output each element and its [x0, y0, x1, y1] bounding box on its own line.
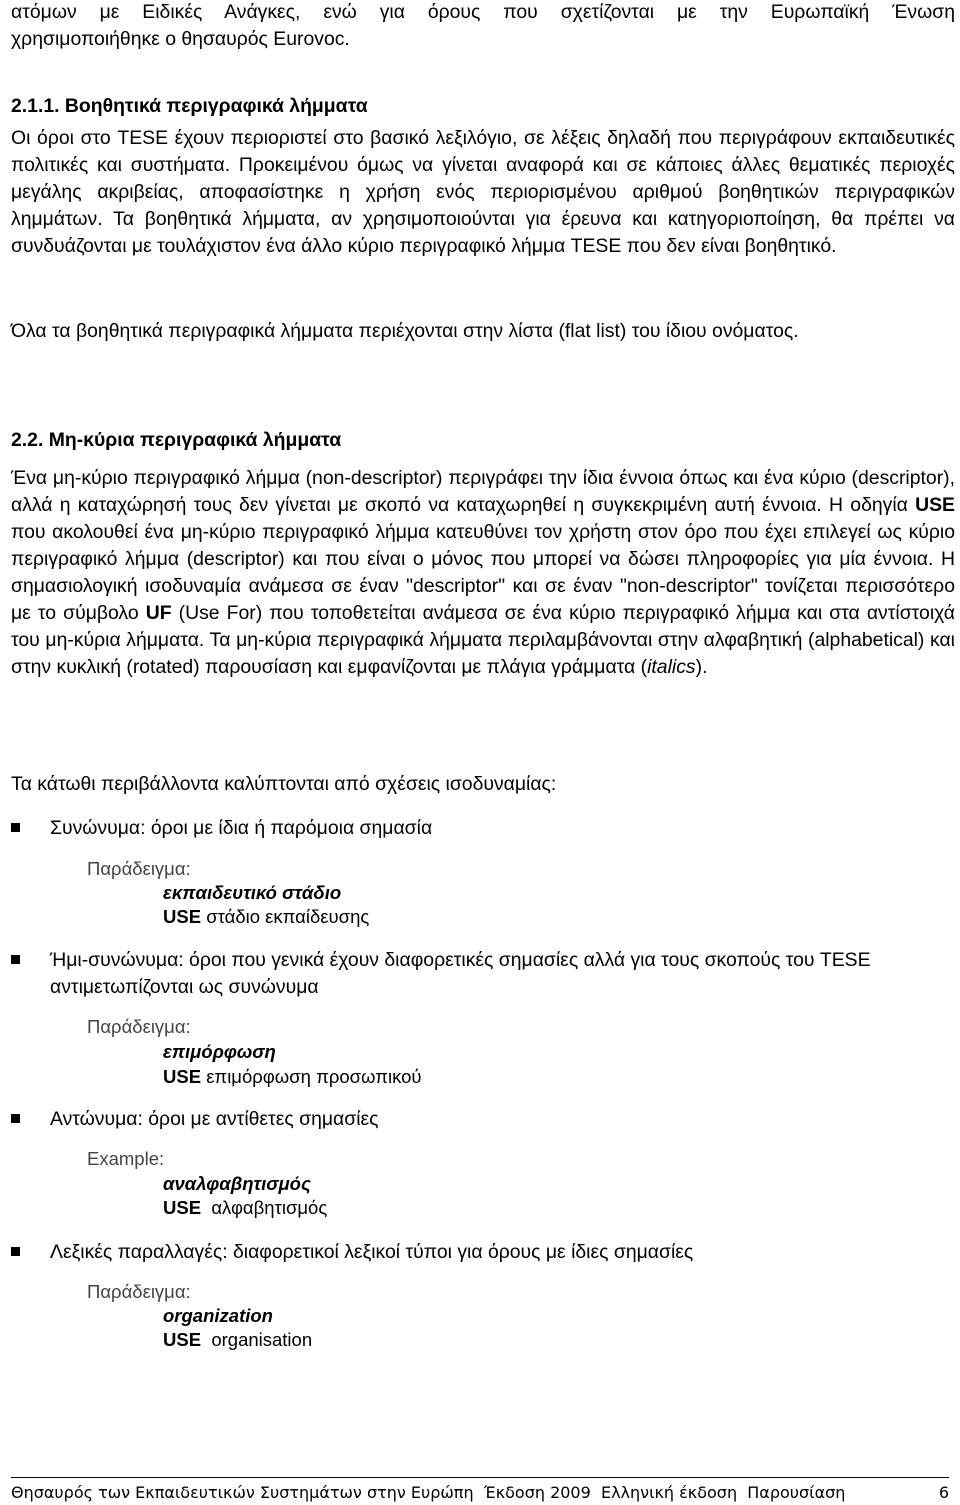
example-use: [163, 905, 369, 929]
paragraph-text: ).: [695, 656, 708, 678]
example-use: [163, 1065, 422, 1089]
example-term: αναλφαβητισμός: [163, 1173, 311, 1194]
footer-text: Θησαυρός των Εκπαιδευτικών Συστημάτων στην Ευρώπη Έκδοση 2009 Ελληνική έκδοση Παρουσίαση: [11, 1483, 846, 1502]
use-keyword: USE: [163, 1066, 202, 1087]
square-bullet-icon: [11, 1247, 20, 1256]
use-term: στάδιο εκπαίδευσης: [206, 906, 370, 927]
page-footer: [11, 1483, 949, 1503]
intro-line-2: χρησιμοποιήθηκε ο θησαυρός Eurovoc.: [11, 28, 350, 50]
list-item-text: Ήμι-συνώνυμα: όροι που γενικά έχουν διαφορετικές σημασίες αλλά για τους σκοπούς του TESE αντιμετωπίζονται ως συνώνυμα: [50, 949, 871, 998]
use-keyword: USE: [163, 1197, 202, 1218]
paragraph-flat-list: [11, 318, 955, 345]
paragraph-text: Όλα τα βοηθητικά περιγραφικά λήμματα περιέχονται στην λίστα (flat list) του ίδιου ονόματος.: [11, 320, 799, 342]
list-item-text: Αντώνυμα: όροι με αντίθετες σημασίες: [50, 1108, 379, 1130]
example-term: organization: [163, 1305, 273, 1326]
keyword-italics: italics: [647, 656, 696, 678]
keyword-uf: UF: [145, 602, 172, 624]
example-label: Example:: [87, 1148, 165, 1169]
square-bullet-icon: [11, 955, 20, 964]
square-bullet-icon: [11, 823, 20, 832]
example-label: Παράδειγμα:: [87, 1016, 191, 1037]
use-term: επιμόρφωση προσωπικού: [206, 1066, 422, 1087]
paragraph-non-descriptors: [11, 465, 955, 681]
list-item-text: Συνώνυμα: όροι με ίδια ή παρόμοια σημασία: [50, 817, 433, 839]
example-term: επιμόρφωση: [163, 1041, 276, 1062]
paragraph-text: (Use For) που τοποθετείται ανάμεσα σε ένα κύριο περιγραφικό λήμμα και στα αντίστοιχά του μη-κύρια λήμματα. Τα μη-κύρια περιγραφικά λήμματα περιλαμβάνονται στην αλφαβητική (alphabetical) και στην κυκλική (rotated) παρουσίαση και εμφανίζονται με πλάγια γράμματα (: [11, 602, 956, 678]
intro-line-1: ατόμων με Ειδικές Ανάγκες, ενώ για όρους που σχετίζονται με την Ευρωπαϊκή Ένωση: [11, 1, 955, 23]
use-keyword: USE: [163, 1329, 202, 1350]
use-term: αλφαβητισμός: [211, 1197, 328, 1218]
section-heading-2-1-1: 2.1.1. Βοηθητικά περιγραφικά λήμματα: [11, 95, 368, 117]
square-bullet-icon: [11, 1114, 20, 1123]
example-label: Παράδειγμα:: [87, 858, 191, 879]
use-keyword: USE: [163, 906, 202, 927]
footer-divider: [11, 1477, 949, 1478]
equivalence-lead: Τα κάτωθι περιβάλλοντα καλύπτονται από σχέσεις ισοδυναμίας:: [11, 773, 557, 795]
list-item-text: Λεξικές παραλλαγές: διαφορετικοί λεξικοί τύποι για όρους με ίδιες σημασίες: [50, 1241, 694, 1263]
page-number: 6: [938, 1483, 949, 1502]
example-label: Παράδειγμα:: [87, 1281, 191, 1302]
list-item: [11, 947, 955, 1001]
example-term: εκπαιδευτικό στάδιο: [163, 882, 342, 903]
paragraph-text: που ακολουθεί ένα μη-κύριο περιγραφικό λήμμα κατευθύνει τον χρήστη στον όρο που έχει επιλεγεί ως κύριο περιγραφικό λήμμα (descriptor) και που είναι ο μόνος που μπορεί να δώσει πληροφορίες για μία έννοια. Η σημασιολογική ισοδυναμία ανάμεσα σε έναν "descriptor" και σε έναν "non-descriptor" τονίζεται περισσότερο με το σύμβολο: [11, 521, 955, 624]
paragraph-text: Ένα μη-κύριο περιγραφικό λήμμα (non-descriptor) περιγράφει την ίδια έννοια όπως και ένα κύριο (descriptor), αλλά η καταχώρησή τους δεν γίνεται με σκοπό να καταχωρηθεί η συγκεκριμένη αυτή έννοια. Η οδηγία: [11, 467, 955, 516]
paragraph-text: Οι όροι στο TESE έχουν περιοριστεί στο βασικό λεξιλόγιο, σε λέξεις δηλαδή που περιγράφουν εκπαιδευτικές πολιτικές και συστήματα. Προκειμένου όμως να γίνεται αναφορά και σε κάποιες άλλες θεματικές περιοχές μεγάλης ακριβείας, αποφασίστηκε η χρήση ενός περιορισμένου αριθμού βοηθητικών περιγραφικών λημμάτων. Τα βοηθητικά λήμματα, αν χρησιμοποιούνται για έρευνα και κατηγοριοποίηση, θα πρέπει να συνδυάζονται με τουλάχιστον ένα άλλο κύριο περιγραφικό λήμμα TESE που δεν είναι βοηθητικό.: [11, 127, 955, 257]
paragraph-auxiliary-descriptors: [11, 125, 955, 260]
section-heading-2-2: 2.2. Μη-κύρια περιγραφικά λήμματα: [11, 429, 342, 451]
keyword-use: USE: [915, 494, 955, 516]
example-use: [163, 1328, 312, 1352]
use-term: organisation: [211, 1329, 313, 1350]
example-use: [163, 1196, 327, 1220]
